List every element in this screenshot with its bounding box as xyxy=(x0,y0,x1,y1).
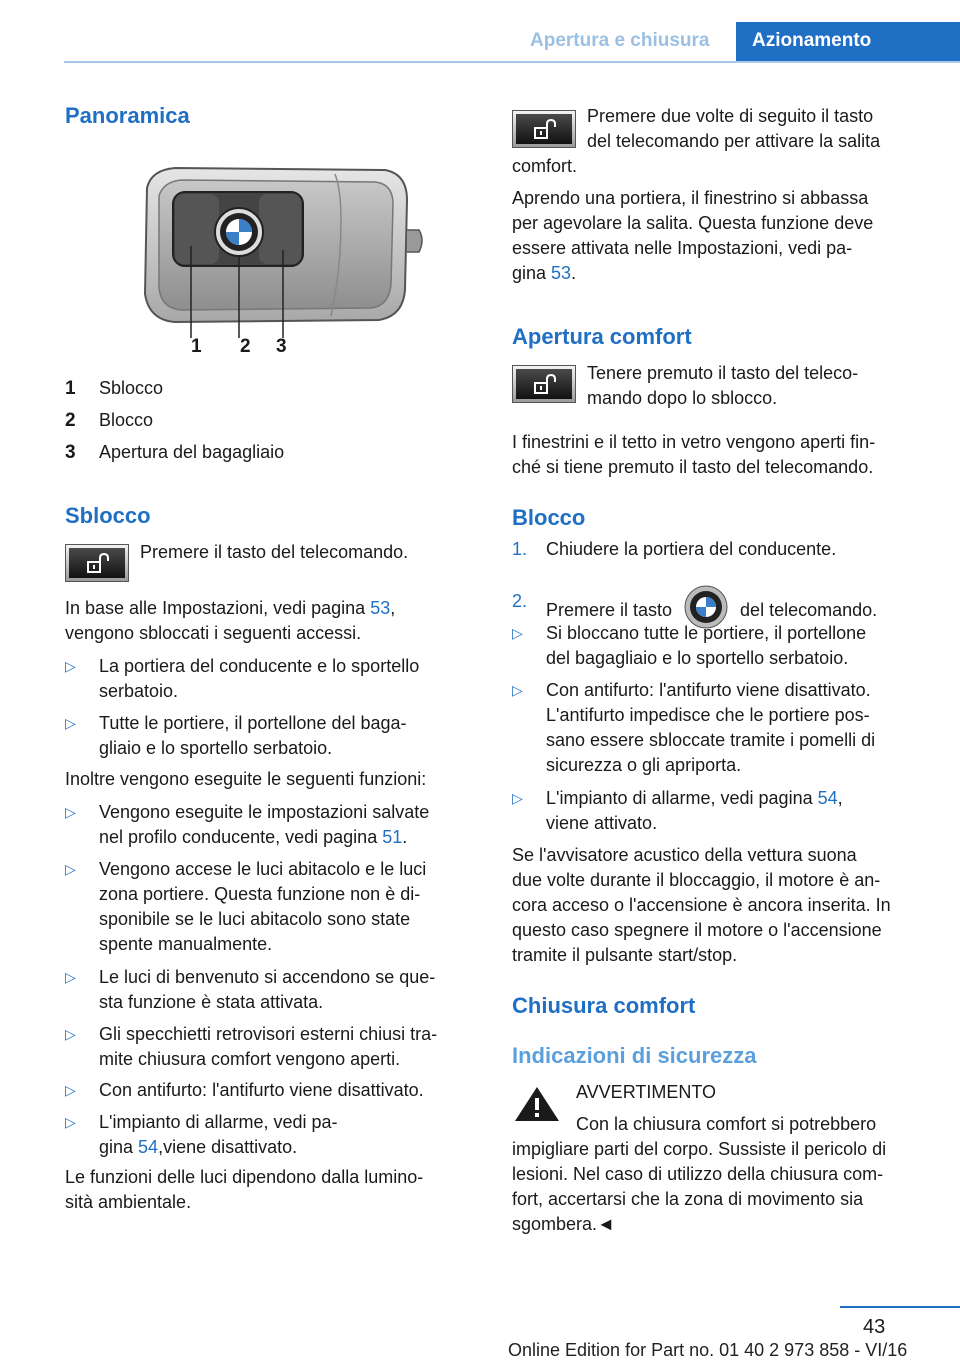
heading-sblocco: Sblocco xyxy=(65,503,151,528)
warning-triangle-icon xyxy=(512,1084,562,1124)
figure-label-2: 2 xyxy=(240,336,251,357)
heading-indicazioni-sicurezza: Indicazioni di sicurezza xyxy=(512,1043,757,1068)
list-item: ▷ L'impianto di allarme, vedi pagina 54, viene attivato. xyxy=(512,788,843,833)
legend-text: Sblocco xyxy=(99,378,164,398)
heading-chiusura-comfort: Chiusura comfort xyxy=(512,993,696,1018)
list-item: ▷ Le luci di benvenuto si accendono se que- sta funzione è stata attivata. xyxy=(65,967,436,1012)
bullet-triangle-icon: ▷ xyxy=(512,682,523,698)
list-item: ▷ La portiera del conducente e lo sportello serbatoio. xyxy=(65,656,420,701)
page-link-53[interactable]: 53 xyxy=(551,263,572,283)
list-item: ▷ Vengono accese le luci abitacolo e le luci zona portiere. Questa funzione non è di- sponibile se le luci abitacolo sono state spente manualmente. xyxy=(65,859,427,954)
sblocco-press-text: Premere il tasto del telecomando. xyxy=(140,542,409,562)
apertura-press-text: Tenere premuto il tasto del teleco- mando dopo lo sblocco. xyxy=(587,363,859,408)
page-number: 43 xyxy=(863,1316,886,1338)
header-rule xyxy=(64,61,960,63)
sblocco-paragraph-1b: vengono sbloccati i seguenti accessi. xyxy=(65,623,362,643)
double-press-text: Premere due volte di seguito il tasto del telecomando per attivare la salita xyxy=(587,106,881,151)
warning-text: impigliare parti del corpo. Sussiste il pericolo di lesioni. Nel caso di utilizzo della chiusura com- fort, accertarsi che la zona di movimento sia sgombera.◄ xyxy=(512,1139,887,1234)
page-link-54[interactable]: 54 xyxy=(138,1137,159,1157)
footer-edition: Online Edition for Part no. 01 40 2 973 858 - VI/16 xyxy=(508,1340,908,1360)
legend-text: Blocco xyxy=(99,410,154,430)
key-fob-figure xyxy=(135,160,425,360)
list-item: ▷ L'impianto di allarme, vedi pa- gina 54,viene disattivato. xyxy=(65,1112,338,1157)
list-item: 2. Premere il tasto del telecomando. xyxy=(512,589,877,633)
bullet-triangle-icon: ▷ xyxy=(65,969,76,985)
heading-apertura-comfort: Apertura comfort xyxy=(512,324,692,349)
bullet-triangle-icon: ▷ xyxy=(512,625,523,641)
legend-number: 1 xyxy=(65,378,76,399)
window-paragraph: Aprendo una portiera, il finestrino si abbassa per agevolare la salita. Questa funzione deve essere attivata nelle Impostazioni, vedi pa- gina 53. xyxy=(512,188,874,283)
list-item: ▷ Si bloccano tutte le portiere, il portellone del bagagliaio e lo sportello serbatoio. xyxy=(512,623,867,668)
bullet-triangle-icon: ▷ xyxy=(65,804,76,820)
header-section: Apertura e chiusura xyxy=(530,30,710,51)
sblocco-paragraph-1: In base alle Impostazioni, vedi pagina 53, xyxy=(65,598,396,618)
figure-label-1: 1 xyxy=(191,336,202,357)
legend-number: 2 xyxy=(65,410,76,431)
list-item: ▷ Con antifurto: l'antifurto viene disattivato. xyxy=(65,1078,424,1103)
double-press-text-end: comfort. xyxy=(512,156,578,176)
bullet-triangle-icon: ▷ xyxy=(512,790,523,806)
unlock-button-icon xyxy=(512,365,576,403)
apertura-paragraph: I finestrini e il tetto in vetro vengono aperti fin- ché si tiene premuto il tasto del telecomando. xyxy=(512,432,876,477)
list-item: ▷ Vengono eseguite le impostazioni salvate nel profilo conducente, vedi pagina 51. xyxy=(65,802,430,847)
bullet-triangle-icon: ▷ xyxy=(65,1026,76,1042)
bullet-triangle-icon: ▷ xyxy=(65,658,76,674)
page-link-53[interactable]: 53 xyxy=(370,598,391,618)
unlock-button-icon xyxy=(65,544,129,582)
warning-title: AVVERTIMENTO xyxy=(576,1082,717,1102)
legend-text: Apertura del bagagliaio xyxy=(99,442,285,462)
list-item: ▷ Con antifurto: l'antifurto viene disattivato. L'antifurto impedisce che le portiere pos- sano essere sbloccate tramite i pomelli di sicurezza o gli apriporta. xyxy=(512,680,876,775)
list-item: ▷ Tutte le portiere, il portellone del baga- gliaio e lo sportello serbatoio. xyxy=(65,713,407,758)
footer-rule xyxy=(840,1306,960,1308)
page-link-54[interactable]: 54 xyxy=(817,788,838,808)
bullet-triangle-icon: ▷ xyxy=(65,1082,76,1098)
bullet-triangle-icon: ▷ xyxy=(65,715,76,731)
sblocco-paragraph-3: Le funzioni delle luci dipendono dalla lumino- sità ambientale. xyxy=(65,1167,424,1212)
list-item: 1. Chiudere la portiera del conducente. xyxy=(512,539,837,559)
warning-first-line: Con la chiusura comfort si potrebbero xyxy=(576,1114,877,1134)
heading-panoramica: Panoramica xyxy=(65,103,190,128)
figure-label-3: 3 xyxy=(276,336,287,357)
bullet-triangle-icon: ▷ xyxy=(65,1114,76,1130)
legend-number: 3 xyxy=(65,442,76,463)
unlock-button-icon xyxy=(512,110,576,148)
blocco-paragraph: Se l'avvisatore acustico della vettura suona due volte durante il bloccaggio, il motore è an- cora acceso o l'accensione è ancora inserita. In questo caso spegnere il motore o l'accensione tramite il pulsante start/stop. xyxy=(512,845,891,965)
header-tab[interactable]: Azionamento xyxy=(736,22,960,63)
heading-blocco: Blocco xyxy=(512,505,586,530)
page-link-51[interactable]: 51 xyxy=(382,827,403,847)
bullet-triangle-icon: ▷ xyxy=(65,861,76,877)
sblocco-paragraph-2: Inoltre vengono eseguite le seguenti funzioni: xyxy=(65,769,427,789)
list-item: ▷ Gli specchietti retrovisori esterni chiusi tra- mite chiusura comfort vengono aperti. xyxy=(65,1024,438,1069)
